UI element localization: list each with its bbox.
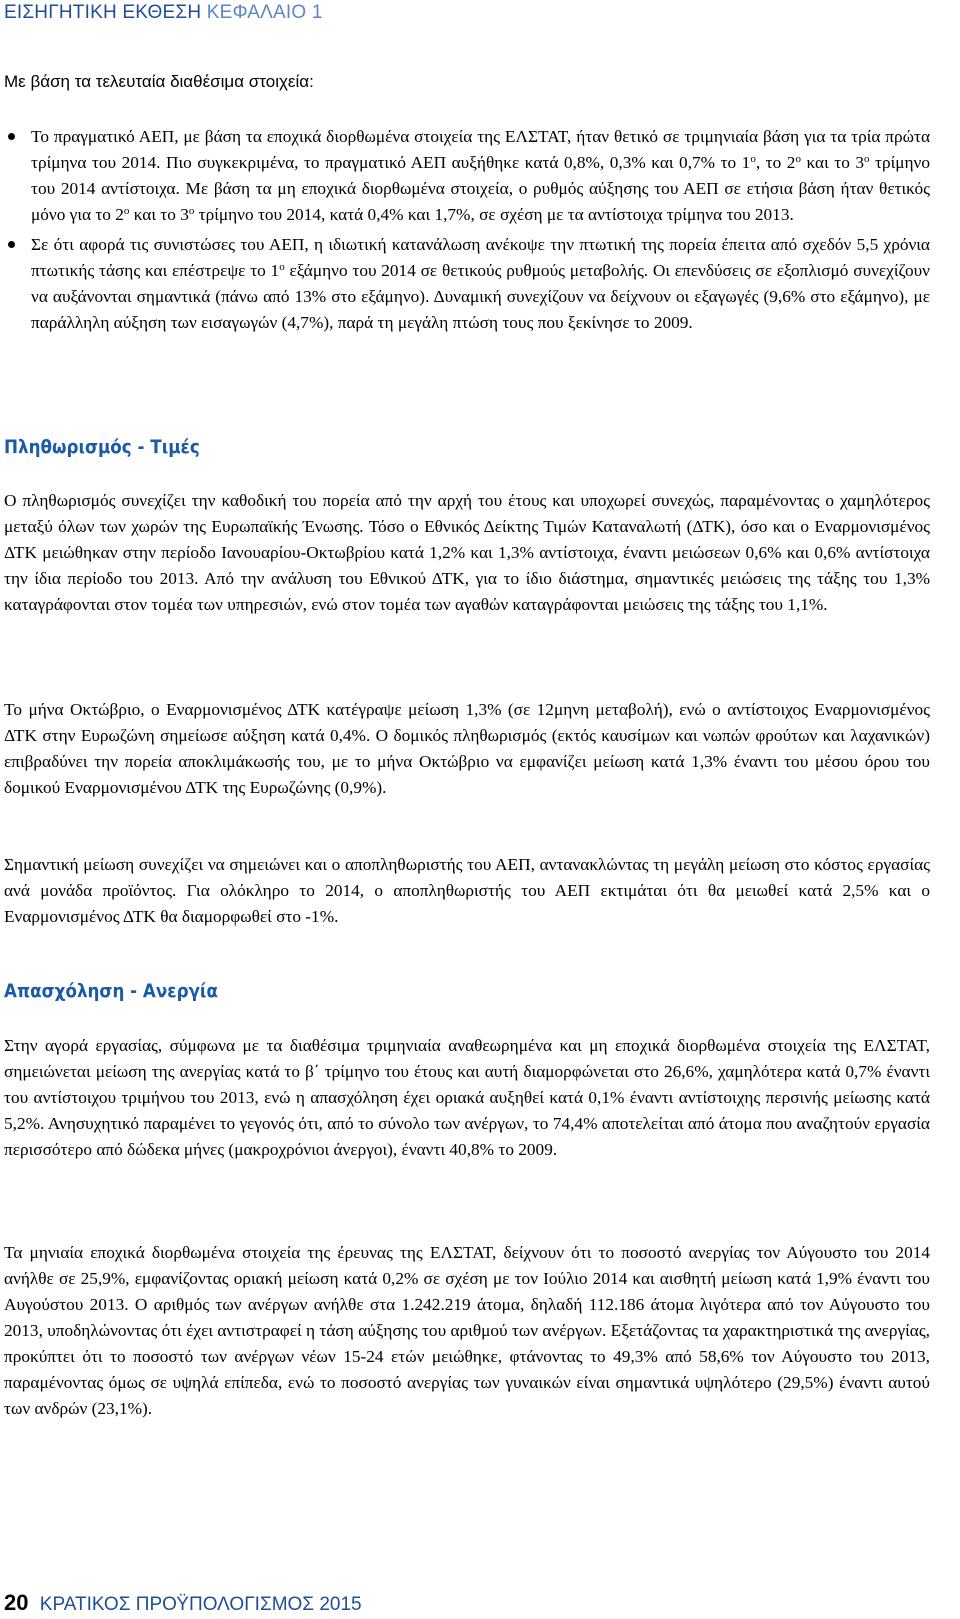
footer-title: ΚΡΑΤΙΚΟΣ ΠΡΟΫΠΟΛΟΓΙΣΜΟΣ 2015	[39, 1594, 362, 1615]
bullet-icon	[8, 241, 15, 248]
list-item	[4, 232, 930, 336]
page-footer	[4, 1590, 362, 1616]
intro-text: Με βάση τα τελευταία διαθέσιμα στοιχεία:	[4, 72, 314, 91]
paragraph: Ο πληθωρισμός συνεχίζει την καθοδική του πορεία από την αρχή του έτους και υποχωρεί συνεχώς, παραμένοντας ο χαμηλότερος μεταξύ όλων των χωρών της Ευρωπαϊκής Ένωσης. Τόσο ο Εθνικός Δείκτης Τιμών Καταναλωτή (ΔΤΚ), όσο και ο Εναρμονισμένος ΔΤΚ μειώθηκαν στην περίοδο Ιανουαρίου-Οκτωβρίου κατά 1,2% και 1,3% αντίστοιχα, έναντι μειώσεων 0,6% και 0,6% αντίστοιχα την ίδια περίοδο του 2013. Από την ανάλυση του Εθνικού ΔΤΚ, για το ίδιο διάστημα, σημαντικές μειώσεις της τάξης του 1,3% καταγράφονται στον τομέα των υπηρεσιών, ενώ στον τομέα των αγαθών καταγράφονται μειώσεις της τάξης του 1,1%.	[4, 491, 930, 614]
paragraph: Το μήνα Οκτώβριο, ο Εναρμονισμένος ΔΤΚ κατέγραψε μείωση 1,3% (σε 12μηνη μεταβολή), ενώ ο αντίστοιχος Εναρμονισμένος ΔΤΚ στην Ευρωζώνη σημείωσε αύξηση κατά 0,4%. Ο δομικός πληθωρισμός (εκτός καυσίμων και νωπών φρούτων και λαχανικών) επιβραδύνει την πορεία αποκλιμάκωσής του, με το μήνα Οκτώβριο να εμφανίζει μείωση κατά 1,3% έναντι του μέσου όρου του δομικού Εναρμονισμένου ΔΤΚ της Ευρωζώνης (0,9%).	[4, 700, 930, 797]
header-chapter: ΚΕΦΑΛΑΙΟ 1	[206, 2, 323, 23]
running-header	[4, 2, 323, 24]
paragraph: Τα μηνιαία εποχικά διορθωμένα στοιχεία της έρευνας της ΕΛΣΤΑΤ, δείχνουν ότι το ποσοστό ανεργίας τον Αύγουστο του 2014 ανήλθε σε 25,9%, εμφανίζοντας οριακή μείωση κατά 0,2% σε σχέση με τον Ιούλιο 2014 και αισθητή μείωση κατά 1,9% έναντι του Αυγούστου 2013. Ο αριθμός των ανέργων ανήλθε στα 1.242.219 άτομα, δηλαδή 112.186 άτομα λιγότερα από τον Αύγουστο του 2013, υποδηλώνοντας ότι έχει αντιστραφεί η τάση αύξησης του αριθμού των ανέργων. Εξετάζοντας τα χαρακτηριστικά της ανεργίας, προκύπτει ότι το ποσοστό των ανέργων νέων 15-24 ετών μειώθηκε, φτάνοντας το 49,3% από 58,6% τον Αύγουστο του 2013, παραμένοντας όμως σε υψηλά επίπεδα, ενώ το ποσοστό ανεργίας των γυναικών είναι σημαντικά υψηλότερο (29,5%) έναντι αυτού των ανδρών (23,1%).	[4, 1243, 930, 1418]
paragraph: Σημαντική μείωση συνεχίζει να σημειώνει και ο αποπληθωριστής του ΑΕΠ, αντανακλώντας τη μεγάλη μείωση στο κόστος εργασίας ανά μονάδα προϊόντος. Για ολόκληρο το 2014, ο αποπληθωριστής του ΑΕΠ εκτιμάται ότι θα μειωθεί κατά 2,5% και ο Εναρμονισμένος ΔΤΚ θα διαμορφωθεί στο -1%.	[4, 855, 930, 926]
header-title: ΕΙΣΗΓΗΤΙΚΗ ΕΚΘΕΣΗ	[4, 2, 202, 23]
bullet-icon	[8, 133, 15, 140]
bullet-text: Το πραγματικό ΑΕΠ, με βάση τα εποχικά διορθωμένα στοιχεία της ΕΛΣΤΑΤ, ήταν θετικό σε τριμηνιαία βάση για τα τρία πρώτα τρίμηνα του 2014. Πιο συγκεκριμένα, το πραγματικό ΑΕΠ αυξήθηκε κατά 0,8%, 0,3% και 0,7% το $1^o$, το $2^o$ και το $3^o$ τρίμηνο του 2014 αντίστοιχα. Με βάση τα μη εποχικά διορθωμένα στοιχεία, ο ρυθμός αύξησης του ΑΕΠ σε ετήσια βάση ήταν θετικός μόνο για το $2^o$ και το $3^o$ τρίμηνο του 2014, κατά 0,4% και 1,7%, σε σχέση με τα αντίστοιχα τρίμηνα του 2013.	[31, 127, 930, 224]
section-heading-inflation: Πληθωρισμός - Τιμές	[4, 436, 200, 458]
list-item	[4, 124, 930, 228]
bullet-text: Σε ότι αφορά τις συνιστώσες του ΑΕΠ, η ιδιωτική κατανάλωση ανέκοψε την πτωτική της πορεία έπειτα από σχεδόν 5,5 χρόνια πτωτικής τάσης και επέστρεψε το $1^o$ εξάμηνο του 2014 σε θετικούς ρυθμούς μεταβολής. Οι επενδύσεις σε εξοπλισμό συνεχίζουν να αυξάνονται σημαντικά (πάνω από 13% στο εξάμηνο). Δυναμική συνεχίζουν να δείχνουν οι εξαγωγές (9,6% στο εξάμηνο), με παράλληλη αύξηση των εισαγωγών (4,7%), παρά τη μεγάλη πτώση τους που ξεκίνησε το 2009.	[31, 235, 930, 332]
section-heading-employment: Απασχόληση - Ανεργία	[4, 980, 218, 1002]
paragraph: Στην αγορά εργασίας, σύμφωνα με τα διαθέσιμα τριμηνιαία αναθεωρημένα και μη εποχικά διορθωμένα στοιχεία της ΕΛΣΤΑΤ, σημειώνεται μείωση της ανεργίας κατά το β΄ τρίμηνο του έτους και αυτή διαμορφώνεται στο 26,6%, χαμηλότερα κατά 0,7% έναντι του αντίστοιχου τριμήνου του 2013, ενώ η απασχόληση έχει οριακά αυξηθεί κατά 0,1% έναντι αντίστοιχης περσινής μείωσης κατά 5,2%. Ανησυχητικό παραμένει το γεγονός ότι, από το σύνολο των ανέργων, το 74,4% αποτελείται από άτομα που αναζητούν εργασία περισσότερο από δώδεκα μήνες (μακροχρόνιοι άνεργοι), έναντι 40,8% το 2009.	[4, 1036, 930, 1159]
bullet-list	[4, 124, 930, 340]
page-number: 20	[4, 1590, 29, 1615]
